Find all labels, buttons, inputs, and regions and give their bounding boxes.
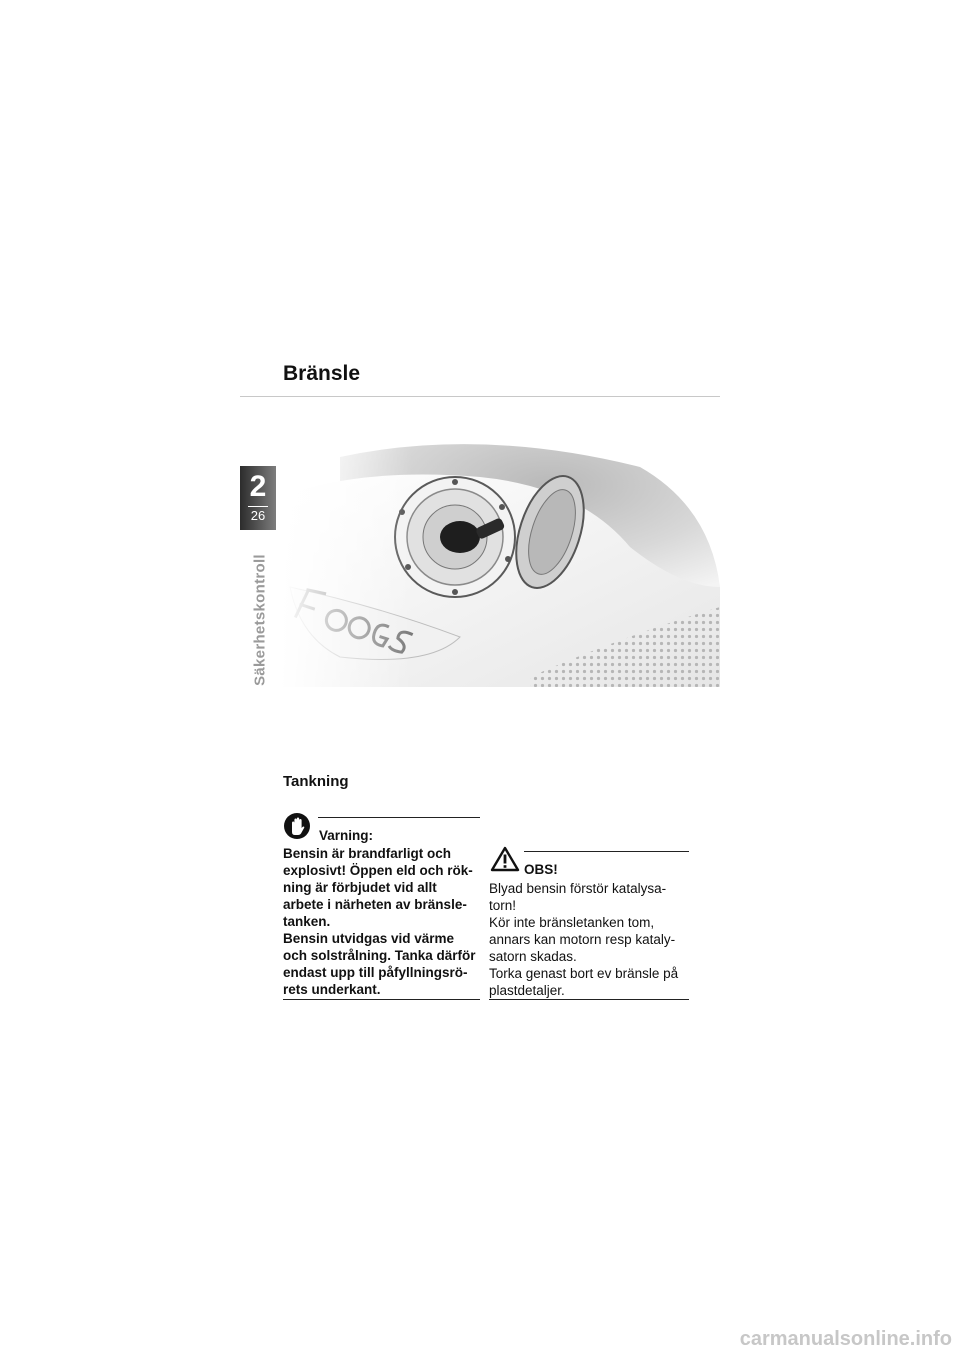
warning-rule-bottom	[283, 999, 480, 1000]
note-line: torn!	[489, 898, 517, 913]
note-line: Blyad bensin förstör katalysa-	[489, 881, 667, 896]
note-title: OBS!	[524, 862, 558, 877]
warning-line: arbete i närheten av bränsle-	[283, 897, 467, 912]
warning-line: endast upp till påfyllningsrö-	[283, 965, 468, 980]
warning-line: rets underkant.	[283, 982, 381, 997]
note-rule-top	[524, 851, 689, 852]
warning-line: Bensin utvidgas vid värme	[283, 931, 455, 946]
hand-warning-icon	[283, 812, 311, 845]
chapter-tab	[240, 466, 276, 530]
chapter-tab-divider	[248, 506, 268, 507]
note-line: Torka genast bort ev bränsle på	[489, 966, 679, 981]
section-label-text: Säkerhetskontroll	[251, 554, 269, 686]
warning-line: tanken.	[283, 914, 331, 929]
note-rule-bottom	[489, 999, 689, 1000]
warning-line: ning är förbjudet vid allt	[283, 880, 437, 895]
fuel-cap-icon	[280, 437, 720, 687]
chapter-number: 2	[249, 470, 267, 503]
page-title: Bränsle	[283, 362, 361, 385]
footer-watermark: carmanualsonline.info	[739, 1328, 952, 1350]
warning-line: explosivt! Öppen eld och rök-	[283, 863, 473, 878]
warning-rule-top	[318, 817, 480, 818]
note-line: satorn skadas.	[489, 949, 577, 964]
fuel-tank-figure	[280, 437, 720, 687]
warning-text	[283, 845, 483, 998]
page-number: 26	[250, 508, 266, 523]
warning-line: Bensin är brandfarligt och	[283, 846, 452, 861]
note-line: Kör inte bränsletanken tom,	[489, 915, 655, 930]
subheading-tankning: Tankning	[283, 773, 349, 790]
note-line: annars kan motorn resp kataly-	[489, 932, 676, 947]
warning-line: och solstrålning. Tanka därför	[283, 948, 476, 963]
warning-title: Varning:	[319, 828, 374, 843]
note-text	[489, 880, 694, 999]
exclamation-triangle-icon	[490, 846, 520, 877]
title-divider	[240, 396, 720, 397]
note-line: plastdetaljer.	[489, 983, 565, 998]
